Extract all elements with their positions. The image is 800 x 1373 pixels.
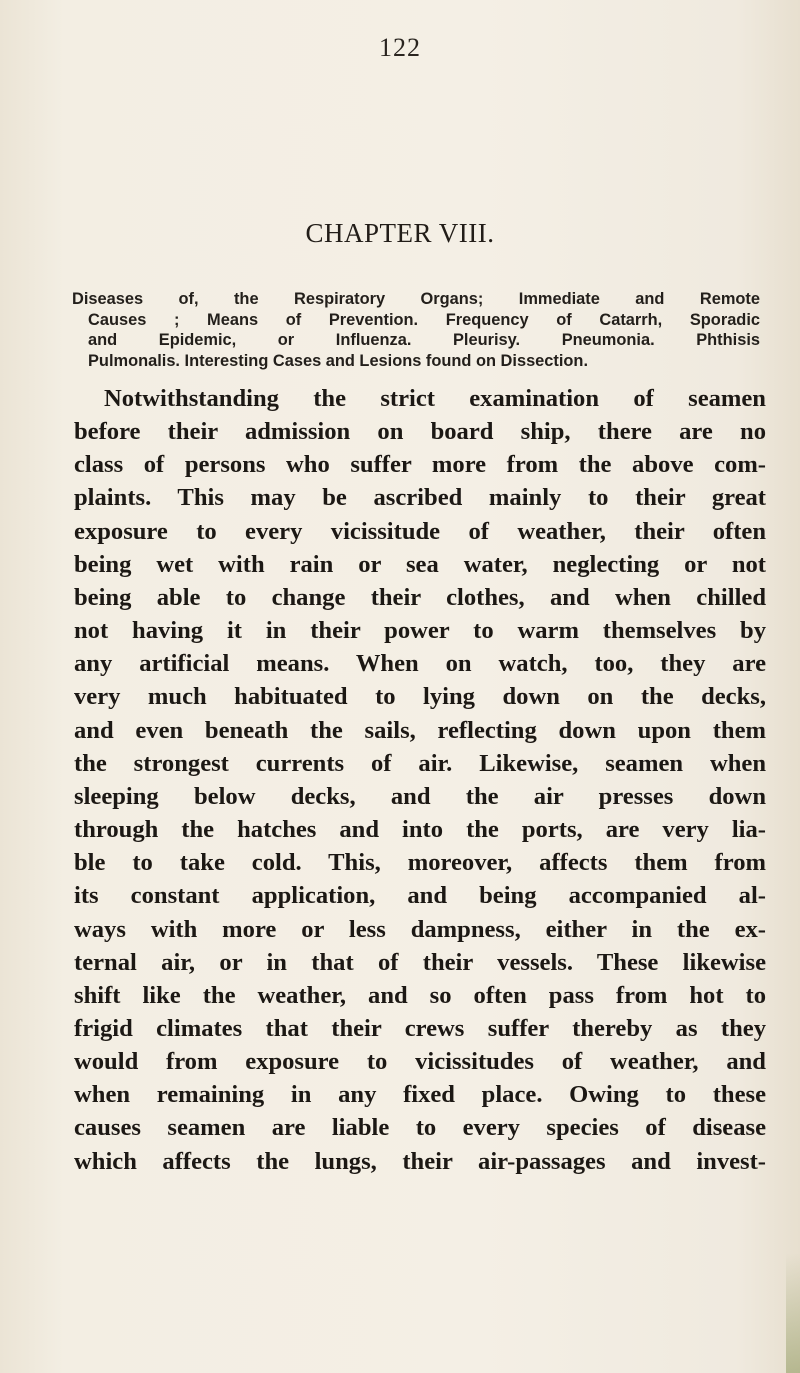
body-line: shift like the weather, and so often pass from hot to [74, 981, 766, 1009]
chapter-summary [72, 289, 760, 371]
body-line: Notwithstanding the strict examination of seamen [104, 385, 766, 412]
body-line: ternal air, or in that of their vessels. These likewise [74, 948, 766, 976]
summary-line: Diseases of, the Respiratory Organs; Immediate and Remote [72, 290, 760, 308]
body-paragraph [74, 382, 766, 1178]
body-line: sleeping below decks, and the air presses down [74, 782, 766, 810]
body-line: before their admission on board ship, there are no [74, 418, 766, 446]
body-line: plaints. This may be ascribed mainly to their great [74, 484, 766, 512]
page-number: 122 [379, 33, 421, 62]
body-line: its constant application, and being accompanied al- [74, 882, 766, 910]
body-line: ways with more or less dampness, either in the ex- [74, 915, 766, 943]
summary-line: Pulmonalis. Interesting Cases and Lesions found on Dissection. [88, 351, 589, 370]
body-line: very much habituated to lying down on the decks, [74, 683, 766, 711]
body-line: the strongest currents of air. Likewise, seamen when [74, 749, 766, 777]
body-line: being able to change their clothes, and when chilled [74, 583, 766, 611]
body-line: being wet with rain or sea water, neglecting or not [74, 550, 766, 578]
page-edge-discoloration [786, 1253, 800, 1373]
body-line: ble to take cold. This, moreover, affects them from [74, 849, 766, 877]
summary-line: and Epidemic, or Influenza. Pleurisy. Pneumonia. Phthisis [88, 331, 760, 349]
body-line: not having it in their power to warm themselves by [74, 617, 766, 645]
body-line: any artificial means. When on watch, too, they are [74, 650, 766, 678]
body-line: would from exposure to vicissitudes of weather, and [74, 1048, 766, 1076]
body-line: through the hatches and into the ports, are very lia- [74, 816, 766, 844]
body-line: which affects the lungs, their air-passages and invest- [74, 1147, 766, 1175]
body-line: causes seamen are liable to every species of disease [74, 1114, 766, 1142]
body-line: exposure to every vicissitude of weather, their often [74, 517, 766, 545]
summary-line: Causes ; Means of Prevention. Frequency of Catarrh, Sporadic [88, 310, 760, 329]
chapter-title: CHAPTER VIII. [305, 218, 495, 248]
body-line: when remaining in any fixed place. Owing to these [74, 1081, 766, 1109]
body-line: and even beneath the sails, reflecting down upon them [74, 716, 766, 744]
body-line: frigid climates that their crews suffer thereby as they [74, 1014, 766, 1042]
body-line: class of persons who suffer more from the above com- [74, 451, 766, 479]
